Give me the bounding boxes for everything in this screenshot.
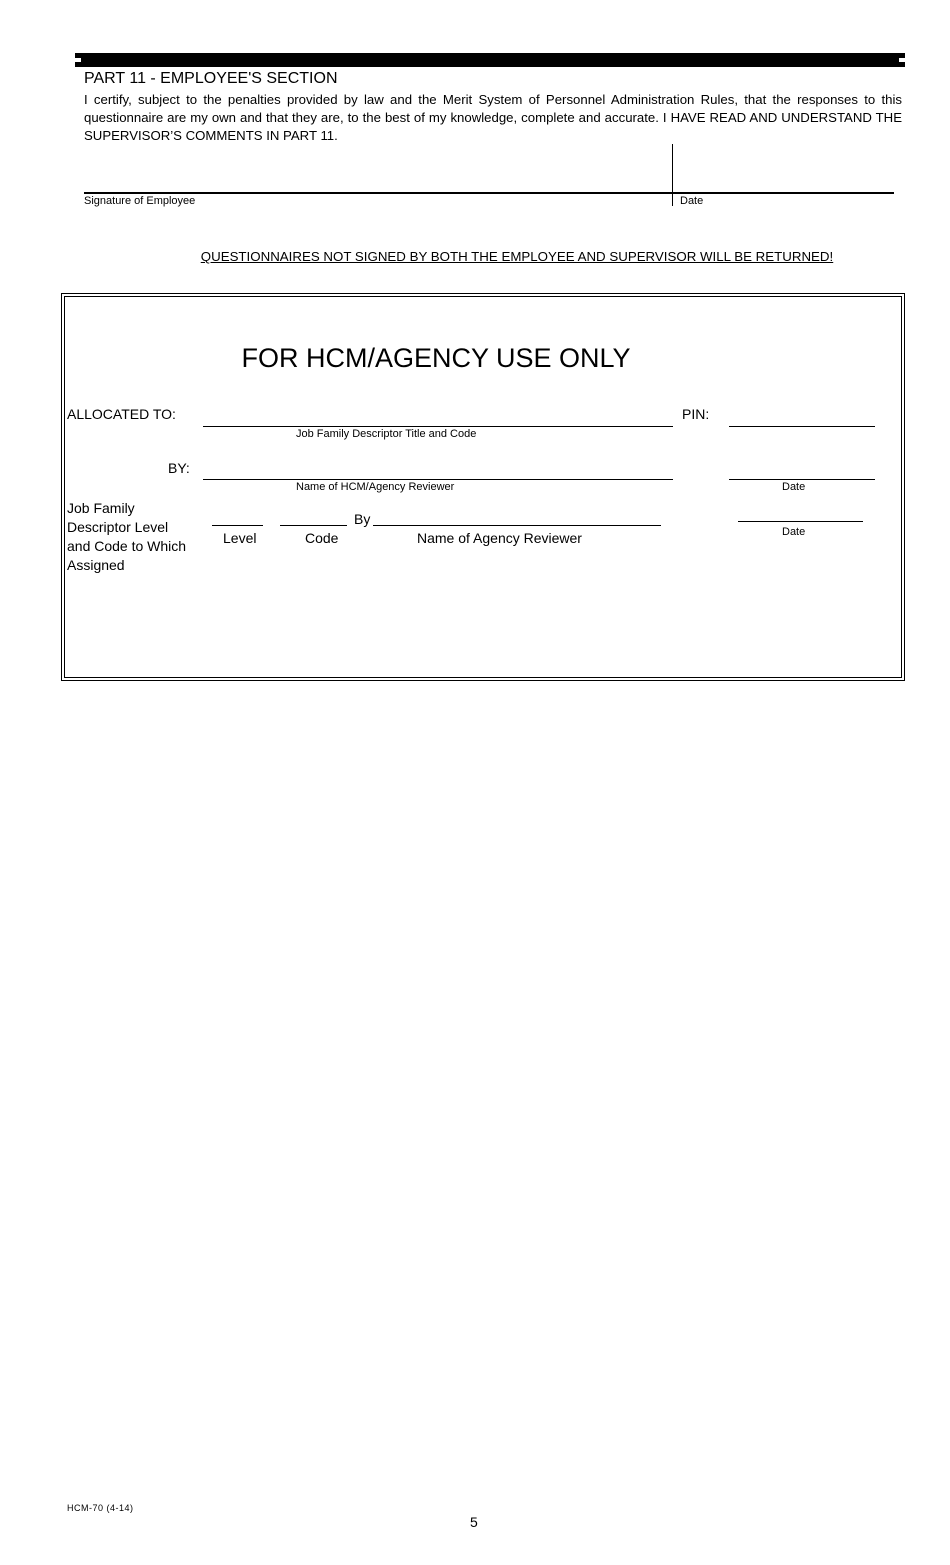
assigned-label-line: Job Family	[67, 500, 135, 516]
bar-notch-right	[899, 58, 905, 62]
allocated-to-field[interactable]	[203, 426, 673, 427]
assigned-label-line: Descriptor Level	[67, 519, 169, 535]
allocated-to-label: ALLOCATED TO:	[67, 406, 176, 422]
signature-date-label: Date	[680, 195, 704, 207]
form-code: HCM-70 (4-14)	[67, 1503, 134, 1513]
reviewer-date-caption: Date	[782, 481, 806, 493]
bar-notch-left	[75, 58, 81, 62]
return-notice: QUESTIONNAIRES NOT SIGNED BY BOTH THE EMPLOYEE AND SUPERVISOR WILL BE RETURNED!	[200, 249, 834, 264]
code-field[interactable]	[280, 525, 347, 526]
pin-field[interactable]	[729, 426, 875, 427]
pin-label: PIN:	[682, 406, 710, 422]
reviewer-date-field[interactable]	[729, 479, 875, 480]
agency-reviewer-caption: Name of Agency Reviewer	[417, 530, 582, 546]
assigned-label-line: Assigned	[67, 557, 125, 573]
assignment-date-field[interactable]	[738, 521, 863, 522]
assignment-date-caption: Date	[782, 526, 806, 538]
signature-of-employee-label: Signature of Employee	[84, 195, 196, 207]
by-inline-label: By	[354, 511, 371, 527]
certification-text: I certify, subject to the penalties provided by law and the Merit System of Personnel Administration Rules, that the responses to this questionnaire are my own and that they are, to the best of my knowledge, complete and accurate. I HAVE READ AND UNDERSTAND THE SUPERVISOR’S COMMENTS IN PART 11.	[84, 92, 902, 143]
part-11-title: PART 11 - EMPLOYEE'S SECTION	[84, 70, 338, 87]
code-caption: Code	[305, 530, 339, 546]
signature-date-divider	[672, 144, 673, 206]
reviewer-field[interactable]	[203, 479, 673, 480]
assigned-label	[67, 499, 186, 575]
assigned-label-line: and Code to Which	[67, 538, 187, 554]
job-family-title-caption: Job Family Descriptor Title and Code	[296, 428, 477, 440]
level-field[interactable]	[212, 525, 263, 526]
agency-reviewer-field[interactable]	[373, 525, 661, 526]
section-divider-bar	[75, 53, 905, 67]
hcm-box-title: FOR HCM/AGENCY USE ONLY	[241, 343, 631, 373]
by-label: BY:	[168, 460, 190, 476]
signature-line[interactable]	[84, 192, 894, 194]
level-caption: Level	[223, 530, 257, 546]
page-number: 5	[470, 1514, 478, 1530]
reviewer-caption: Name of HCM/Agency Reviewer	[296, 481, 455, 493]
